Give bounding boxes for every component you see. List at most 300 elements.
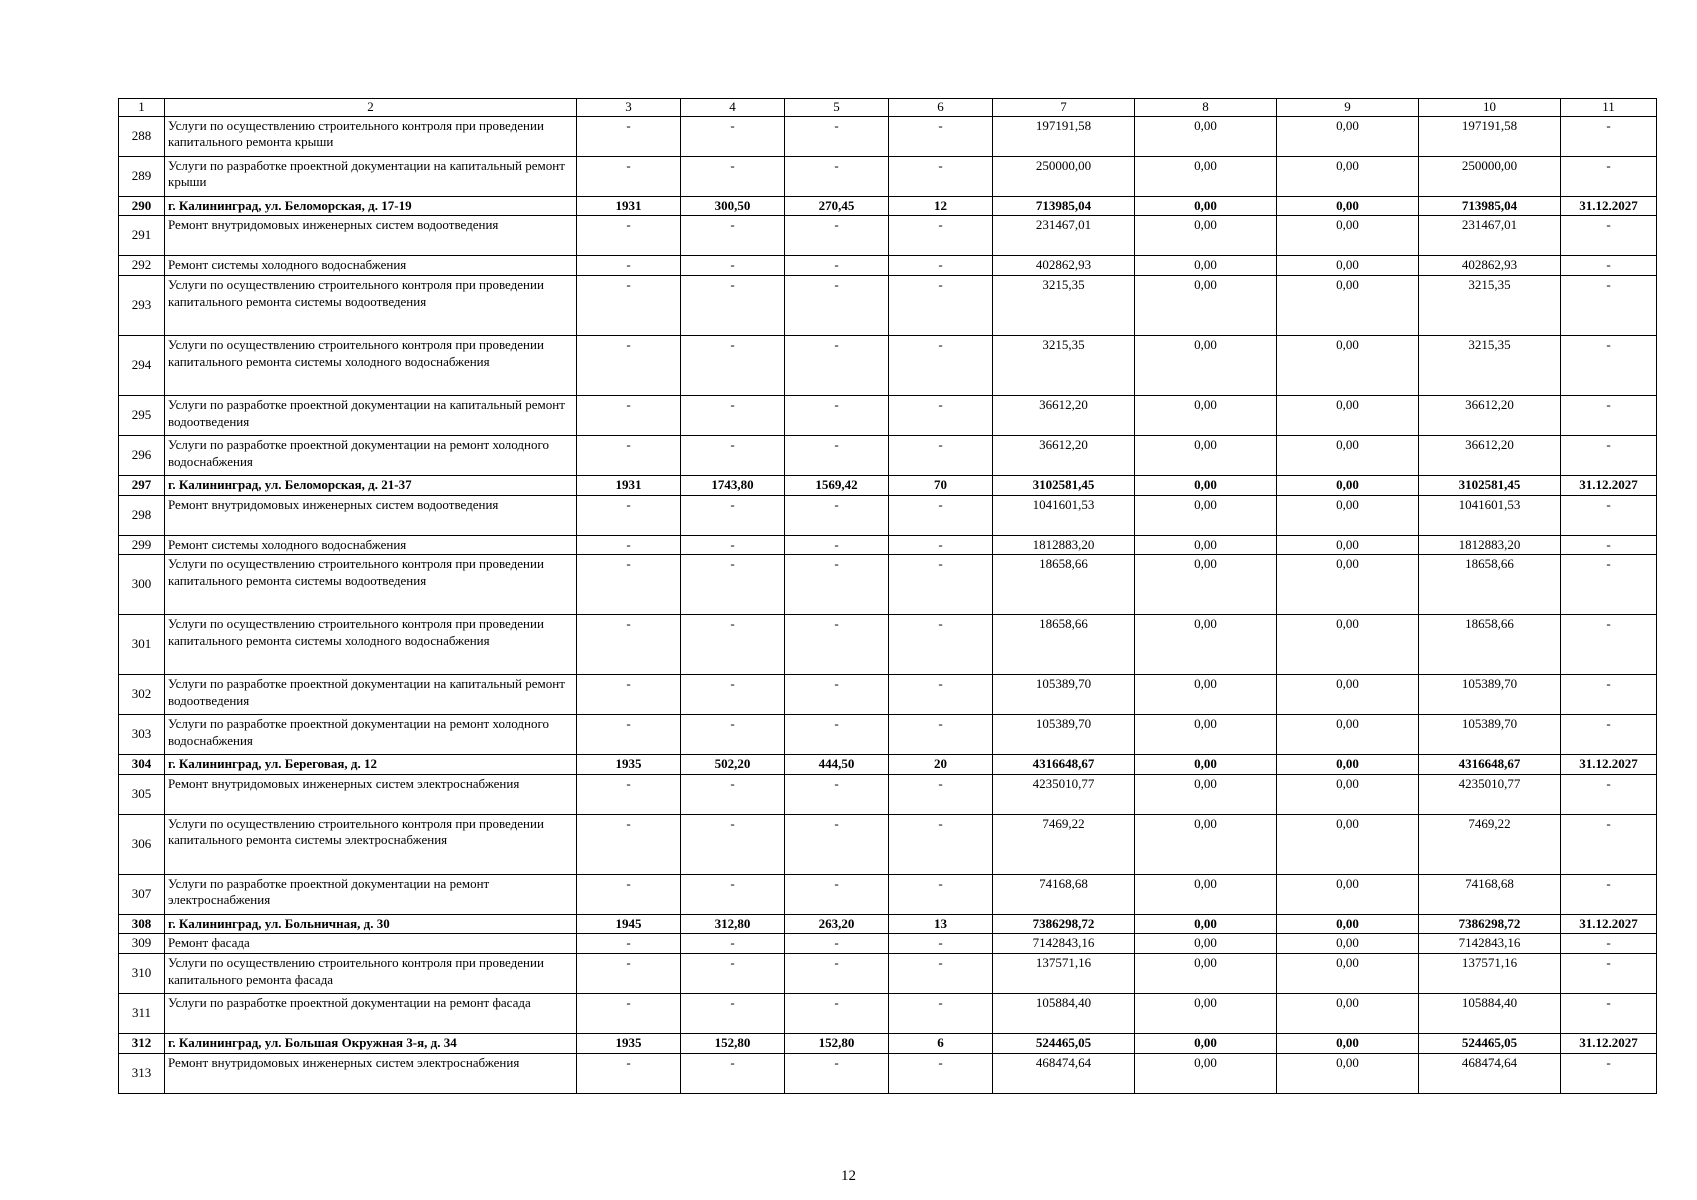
- row-number: 313: [119, 1053, 165, 1093]
- cost-col-10: 524465,05: [1419, 1034, 1561, 1054]
- cost-col-10: 36612,20: [1419, 435, 1561, 475]
- cost-col-9: 0,00: [1277, 395, 1419, 435]
- cost-col-10: 7386298,72: [1419, 914, 1561, 934]
- residents: -: [889, 116, 993, 156]
- total-area: -: [681, 555, 785, 615]
- cost-col-8: 0,00: [1135, 495, 1277, 535]
- cost-col-10: 105884,40: [1419, 994, 1561, 1034]
- column-header: 8: [1135, 99, 1277, 117]
- cost-col-8: 0,00: [1135, 755, 1277, 775]
- cost-col-10: 105389,70: [1419, 715, 1561, 755]
- cost-col-10: 18658,66: [1419, 555, 1561, 615]
- living-area: -: [785, 874, 889, 914]
- table-row: [119, 216, 1657, 256]
- cost-col-10: 402862,93: [1419, 256, 1561, 276]
- completion-date: -: [1561, 874, 1657, 914]
- cost-col-8: 0,00: [1135, 196, 1277, 216]
- year-built: 1935: [577, 755, 681, 775]
- row-number: 301: [119, 615, 165, 675]
- year-built: -: [577, 535, 681, 555]
- row-number: 306: [119, 814, 165, 874]
- column-number-row: [119, 99, 1657, 117]
- living-area: 444,50: [785, 755, 889, 775]
- cost-col-9: 0,00: [1277, 555, 1419, 615]
- year-built: 1931: [577, 196, 681, 216]
- year-built: -: [577, 994, 681, 1034]
- cost-col-10: 197191,58: [1419, 116, 1561, 156]
- cost-col-9: 0,00: [1277, 156, 1419, 196]
- residents: -: [889, 435, 993, 475]
- residents: -: [889, 256, 993, 276]
- total-area: 152,80: [681, 1034, 785, 1054]
- year-built: -: [577, 1053, 681, 1093]
- total-area: -: [681, 495, 785, 535]
- cost-col-10: 137571,16: [1419, 954, 1561, 994]
- year-built: 1935: [577, 1034, 681, 1054]
- completion-date: -: [1561, 675, 1657, 715]
- total-area: -: [681, 1053, 785, 1093]
- residents: 13: [889, 914, 993, 934]
- completion-date: -: [1561, 814, 1657, 874]
- total-cost: 4316648,67: [993, 755, 1135, 775]
- table-row: [119, 814, 1657, 874]
- total-cost: 105389,70: [993, 675, 1135, 715]
- total-area: -: [681, 435, 785, 475]
- column-header: 7: [993, 99, 1135, 117]
- work-description: Услуги по разработке проектной документации на капитальный ремонт водоотведения: [165, 395, 577, 435]
- table-row: [119, 116, 1657, 156]
- completion-date: -: [1561, 495, 1657, 535]
- address-row: [119, 1034, 1657, 1054]
- work-description: Ремонт внутридомовых инженерных систем водоотведения: [165, 216, 577, 256]
- living-area: -: [785, 256, 889, 276]
- cost-col-9: 0,00: [1277, 675, 1419, 715]
- completion-date: -: [1561, 256, 1657, 276]
- residents: -: [889, 495, 993, 535]
- total-area: -: [681, 156, 785, 196]
- cost-col-10: 713985,04: [1419, 196, 1561, 216]
- total-cost: 468474,64: [993, 1053, 1135, 1093]
- cost-col-8: 0,00: [1135, 156, 1277, 196]
- completion-date: -: [1561, 954, 1657, 994]
- completion-date: 31.12.2027: [1561, 914, 1657, 934]
- table-row: [119, 555, 1657, 615]
- page-number: 12: [841, 1168, 856, 1184]
- residents: 70: [889, 475, 993, 495]
- total-cost: 105884,40: [993, 994, 1135, 1034]
- living-area: -: [785, 275, 889, 335]
- completion-date: -: [1561, 535, 1657, 555]
- cost-col-8: 0,00: [1135, 934, 1277, 954]
- year-built: -: [577, 715, 681, 755]
- living-area: -: [785, 555, 889, 615]
- cost-col-10: 4235010,77: [1419, 774, 1561, 814]
- cost-col-9: 0,00: [1277, 1034, 1419, 1054]
- total-cost: 1812883,20: [993, 535, 1135, 555]
- cost-col-9: 0,00: [1277, 934, 1419, 954]
- residents: 20: [889, 755, 993, 775]
- completion-date: -: [1561, 615, 1657, 675]
- residents: -: [889, 874, 993, 914]
- cost-col-10: 18658,66: [1419, 615, 1561, 675]
- work-description: г. Калининград, ул. Береговая, д. 12: [165, 755, 577, 775]
- year-built: -: [577, 675, 681, 715]
- table-row: [119, 275, 1657, 335]
- work-description: Услуги по осуществлению строительного контроля при проведении капитального ремонта системы водоотведения: [165, 555, 577, 615]
- year-built: -: [577, 774, 681, 814]
- table-row: [119, 435, 1657, 475]
- living-area: -: [785, 934, 889, 954]
- table-row: [119, 615, 1657, 675]
- cost-col-9: 0,00: [1277, 914, 1419, 934]
- total-area: -: [681, 256, 785, 276]
- row-number: 304: [119, 755, 165, 775]
- year-built: -: [577, 256, 681, 276]
- year-built: -: [577, 874, 681, 914]
- work-description: г. Калининград, ул. Большая Окружная 3-я, д. 34: [165, 1034, 577, 1054]
- residents: -: [889, 954, 993, 994]
- work-description: г. Калининград, ул. Беломорская, д. 21-37: [165, 475, 577, 495]
- work-description: Услуги по разработке проектной документации на ремонт холодного водоснабжения: [165, 435, 577, 475]
- row-number: 295: [119, 395, 165, 435]
- row-number: 291: [119, 216, 165, 256]
- table-row: [119, 774, 1657, 814]
- work-description: Услуги по осуществлению строительного контроля при проведении капитального ремонта системы электроснабжения: [165, 814, 577, 874]
- total-cost: 36612,20: [993, 395, 1135, 435]
- year-built: -: [577, 814, 681, 874]
- work-description: Ремонт фасада: [165, 934, 577, 954]
- completion-date: -: [1561, 934, 1657, 954]
- total-area: -: [681, 335, 785, 395]
- table-row: [119, 535, 1657, 555]
- completion-date: -: [1561, 275, 1657, 335]
- cost-col-8: 0,00: [1135, 814, 1277, 874]
- living-area: -: [785, 994, 889, 1034]
- residents: -: [889, 216, 993, 256]
- cost-col-9: 0,00: [1277, 874, 1419, 914]
- total-cost: 713985,04: [993, 196, 1135, 216]
- cost-col-10: 231467,01: [1419, 216, 1561, 256]
- total-cost: 197191,58: [993, 116, 1135, 156]
- completion-date: -: [1561, 395, 1657, 435]
- row-number: 300: [119, 555, 165, 615]
- work-description: Услуги по осуществлению строительного контроля при проведении капитального ремонта крыши: [165, 116, 577, 156]
- column-header: 3: [577, 99, 681, 117]
- completion-date: 31.12.2027: [1561, 196, 1657, 216]
- row-number: 303: [119, 715, 165, 755]
- cost-col-9: 0,00: [1277, 335, 1419, 395]
- year-built: -: [577, 216, 681, 256]
- address-row: [119, 755, 1657, 775]
- row-number: 309: [119, 934, 165, 954]
- column-header: 6: [889, 99, 993, 117]
- residents: -: [889, 715, 993, 755]
- cost-col-10: 74168,68: [1419, 874, 1561, 914]
- work-description: Услуги по осуществлению строительного контроля при проведении капитального ремонта системы водоотведения: [165, 275, 577, 335]
- living-area: -: [785, 435, 889, 475]
- residents: -: [889, 535, 993, 555]
- living-area: -: [785, 675, 889, 715]
- total-cost: 7386298,72: [993, 914, 1135, 934]
- table-row: [119, 335, 1657, 395]
- completion-date: -: [1561, 156, 1657, 196]
- residents: -: [889, 814, 993, 874]
- living-area: -: [785, 495, 889, 535]
- total-cost: 7142843,16: [993, 934, 1135, 954]
- address-row: [119, 196, 1657, 216]
- cost-col-8: 0,00: [1135, 615, 1277, 675]
- cost-col-9: 0,00: [1277, 814, 1419, 874]
- cost-col-10: 1041601,53: [1419, 495, 1561, 535]
- year-built: -: [577, 495, 681, 535]
- row-number: 289: [119, 156, 165, 196]
- address-row: [119, 475, 1657, 495]
- living-area: -: [785, 156, 889, 196]
- column-header: 5: [785, 99, 889, 117]
- year-built: -: [577, 275, 681, 335]
- column-header: 9: [1277, 99, 1419, 117]
- cost-col-8: 0,00: [1135, 1034, 1277, 1054]
- row-number: 308: [119, 914, 165, 934]
- work-description: Услуги по осуществлению строительного контроля при проведении капитального ремонта системы холодного водоснабжения: [165, 335, 577, 395]
- total-area: -: [681, 535, 785, 555]
- residents: -: [889, 335, 993, 395]
- living-area: -: [785, 774, 889, 814]
- table-row: [119, 156, 1657, 196]
- year-built: -: [577, 934, 681, 954]
- work-description: г. Калининград, ул. Беломорская, д. 17-19: [165, 196, 577, 216]
- total-area: -: [681, 275, 785, 335]
- table-row: [119, 675, 1657, 715]
- cost-col-9: 0,00: [1277, 196, 1419, 216]
- table-row: [119, 395, 1657, 435]
- row-number: 302: [119, 675, 165, 715]
- row-number: 297: [119, 475, 165, 495]
- total-area: -: [681, 715, 785, 755]
- cost-col-8: 0,00: [1135, 116, 1277, 156]
- cost-col-8: 0,00: [1135, 335, 1277, 395]
- work-description: Ремонт внутридомовых инженерных систем водоотведения: [165, 495, 577, 535]
- completion-date: -: [1561, 715, 1657, 755]
- work-description: Ремонт системы холодного водоснабжения: [165, 256, 577, 276]
- row-number: 290: [119, 196, 165, 216]
- living-area: -: [785, 615, 889, 675]
- table-row: [119, 954, 1657, 994]
- row-number: 288: [119, 116, 165, 156]
- work-description: Ремонт внутридомовых инженерных систем электроснабжения: [165, 1053, 577, 1093]
- cost-col-10: 250000,00: [1419, 156, 1561, 196]
- row-number: 311: [119, 994, 165, 1034]
- table-row: [119, 495, 1657, 535]
- cost-col-9: 0,00: [1277, 475, 1419, 495]
- total-cost: 36612,20: [993, 435, 1135, 475]
- cost-col-10: 3215,35: [1419, 335, 1561, 395]
- year-built: 1931: [577, 475, 681, 495]
- total-area: -: [681, 774, 785, 814]
- cost-col-10: 1812883,20: [1419, 535, 1561, 555]
- living-area: -: [785, 535, 889, 555]
- cost-col-8: 0,00: [1135, 555, 1277, 615]
- total-cost: 4235010,77: [993, 774, 1135, 814]
- residents: -: [889, 994, 993, 1034]
- cost-col-8: 0,00: [1135, 874, 1277, 914]
- living-area: -: [785, 216, 889, 256]
- total-cost: 524465,05: [993, 1034, 1135, 1054]
- cost-col-8: 0,00: [1135, 994, 1277, 1034]
- total-area: 300,50: [681, 196, 785, 216]
- total-cost: 250000,00: [993, 156, 1135, 196]
- table-row: [119, 994, 1657, 1034]
- work-description: Услуги по разработке проектной документации на капитальный ремонт крыши: [165, 156, 577, 196]
- total-area: 312,80: [681, 914, 785, 934]
- column-header: 2: [165, 99, 577, 117]
- cost-col-8: 0,00: [1135, 774, 1277, 814]
- cost-col-10: 36612,20: [1419, 395, 1561, 435]
- capital-repair-table: [118, 98, 1657, 1094]
- completion-date: -: [1561, 116, 1657, 156]
- cost-col-9: 0,00: [1277, 116, 1419, 156]
- cost-col-9: 0,00: [1277, 1053, 1419, 1093]
- year-built: -: [577, 116, 681, 156]
- year-built: -: [577, 435, 681, 475]
- row-number: 292: [119, 256, 165, 276]
- year-built: 1945: [577, 914, 681, 934]
- total-cost: 137571,16: [993, 954, 1135, 994]
- cost-col-10: 468474,64: [1419, 1053, 1561, 1093]
- completion-date: 31.12.2027: [1561, 475, 1657, 495]
- work-description: Услуги по осуществлению строительного контроля при проведении капитального ремонта фасада: [165, 954, 577, 994]
- work-description: Услуги по осуществлению строительного контроля при проведении капитального ремонта системы холодного водоснабжения: [165, 615, 577, 675]
- row-number: 293: [119, 275, 165, 335]
- row-number: 307: [119, 874, 165, 914]
- document-page: [118, 98, 1656, 1094]
- row-number: 296: [119, 435, 165, 475]
- total-area: -: [681, 874, 785, 914]
- total-area: -: [681, 675, 785, 715]
- total-area: -: [681, 954, 785, 994]
- residents: -: [889, 395, 993, 435]
- total-area: -: [681, 216, 785, 256]
- living-area: -: [785, 814, 889, 874]
- cost-col-9: 0,00: [1277, 495, 1419, 535]
- cost-col-8: 0,00: [1135, 954, 1277, 994]
- cost-col-8: 0,00: [1135, 275, 1277, 335]
- table-row: [119, 256, 1657, 276]
- cost-col-10: 3102581,45: [1419, 475, 1561, 495]
- total-cost: 402862,93: [993, 256, 1135, 276]
- living-area: -: [785, 395, 889, 435]
- living-area: -: [785, 954, 889, 994]
- completion-date: -: [1561, 216, 1657, 256]
- cost-col-8: 0,00: [1135, 1053, 1277, 1093]
- year-built: -: [577, 395, 681, 435]
- total-cost: 3215,35: [993, 335, 1135, 395]
- column-header: 10: [1419, 99, 1561, 117]
- completion-date: 31.12.2027: [1561, 755, 1657, 775]
- living-area: 270,45: [785, 196, 889, 216]
- work-description: Услуги по разработке проектной документации на ремонт холодного водоснабжения: [165, 715, 577, 755]
- residents: -: [889, 156, 993, 196]
- total-cost: 74168,68: [993, 874, 1135, 914]
- cost-col-9: 0,00: [1277, 994, 1419, 1034]
- row-number: 298: [119, 495, 165, 535]
- table-row: [119, 1053, 1657, 1093]
- cost-col-9: 0,00: [1277, 755, 1419, 775]
- column-header: 4: [681, 99, 785, 117]
- cost-col-10: 7142843,16: [1419, 934, 1561, 954]
- residents: -: [889, 774, 993, 814]
- cost-col-9: 0,00: [1277, 715, 1419, 755]
- work-description: Ремонт системы холодного водоснабжения: [165, 535, 577, 555]
- completion-date: -: [1561, 335, 1657, 395]
- total-area: -: [681, 615, 785, 675]
- completion-date: -: [1561, 1053, 1657, 1093]
- table-row: [119, 874, 1657, 914]
- completion-date: -: [1561, 435, 1657, 475]
- cost-col-8: 0,00: [1135, 256, 1277, 276]
- cost-col-9: 0,00: [1277, 275, 1419, 335]
- total-area: -: [681, 395, 785, 435]
- total-area: -: [681, 934, 785, 954]
- cost-col-9: 0,00: [1277, 535, 1419, 555]
- total-area: -: [681, 814, 785, 874]
- living-area: -: [785, 715, 889, 755]
- total-cost: 1041601,53: [993, 495, 1135, 535]
- living-area: 1569,42: [785, 475, 889, 495]
- cost-col-8: 0,00: [1135, 535, 1277, 555]
- column-header: 1: [119, 99, 165, 117]
- cost-col-10: 4316648,67: [1419, 755, 1561, 775]
- residents: -: [889, 1053, 993, 1093]
- cost-col-10: 3215,35: [1419, 275, 1561, 335]
- cost-col-8: 0,00: [1135, 216, 1277, 256]
- cost-col-10: 105389,70: [1419, 675, 1561, 715]
- total-cost: 18658,66: [993, 615, 1135, 675]
- cost-col-10: 7469,22: [1419, 814, 1561, 874]
- cost-col-9: 0,00: [1277, 256, 1419, 276]
- cost-col-8: 0,00: [1135, 675, 1277, 715]
- year-built: -: [577, 156, 681, 196]
- row-number: 294: [119, 335, 165, 395]
- completion-date: -: [1561, 555, 1657, 615]
- year-built: -: [577, 954, 681, 994]
- completion-date: 31.12.2027: [1561, 1034, 1657, 1054]
- residents: -: [889, 275, 993, 335]
- total-area: -: [681, 994, 785, 1034]
- cost-col-9: 0,00: [1277, 615, 1419, 675]
- living-area: -: [785, 1053, 889, 1093]
- completion-date: -: [1561, 994, 1657, 1034]
- work-description: Услуги по разработке проектной документации на капитальный ремонт водоотведения: [165, 675, 577, 715]
- residents: -: [889, 675, 993, 715]
- column-header: 11: [1561, 99, 1657, 117]
- work-description: Услуги по разработке проектной документации на ремонт фасада: [165, 994, 577, 1034]
- residents: -: [889, 615, 993, 675]
- table-row: [119, 934, 1657, 954]
- cost-col-9: 0,00: [1277, 774, 1419, 814]
- address-row: [119, 914, 1657, 934]
- cost-col-8: 0,00: [1135, 435, 1277, 475]
- work-description: г. Калининград, ул. Больничная, д. 30: [165, 914, 577, 934]
- row-number: 312: [119, 1034, 165, 1054]
- total-cost: 18658,66: [993, 555, 1135, 615]
- cost-col-8: 0,00: [1135, 475, 1277, 495]
- cost-col-8: 0,00: [1135, 914, 1277, 934]
- row-number: 299: [119, 535, 165, 555]
- table-row: [119, 715, 1657, 755]
- living-area: 263,20: [785, 914, 889, 934]
- year-built: -: [577, 335, 681, 395]
